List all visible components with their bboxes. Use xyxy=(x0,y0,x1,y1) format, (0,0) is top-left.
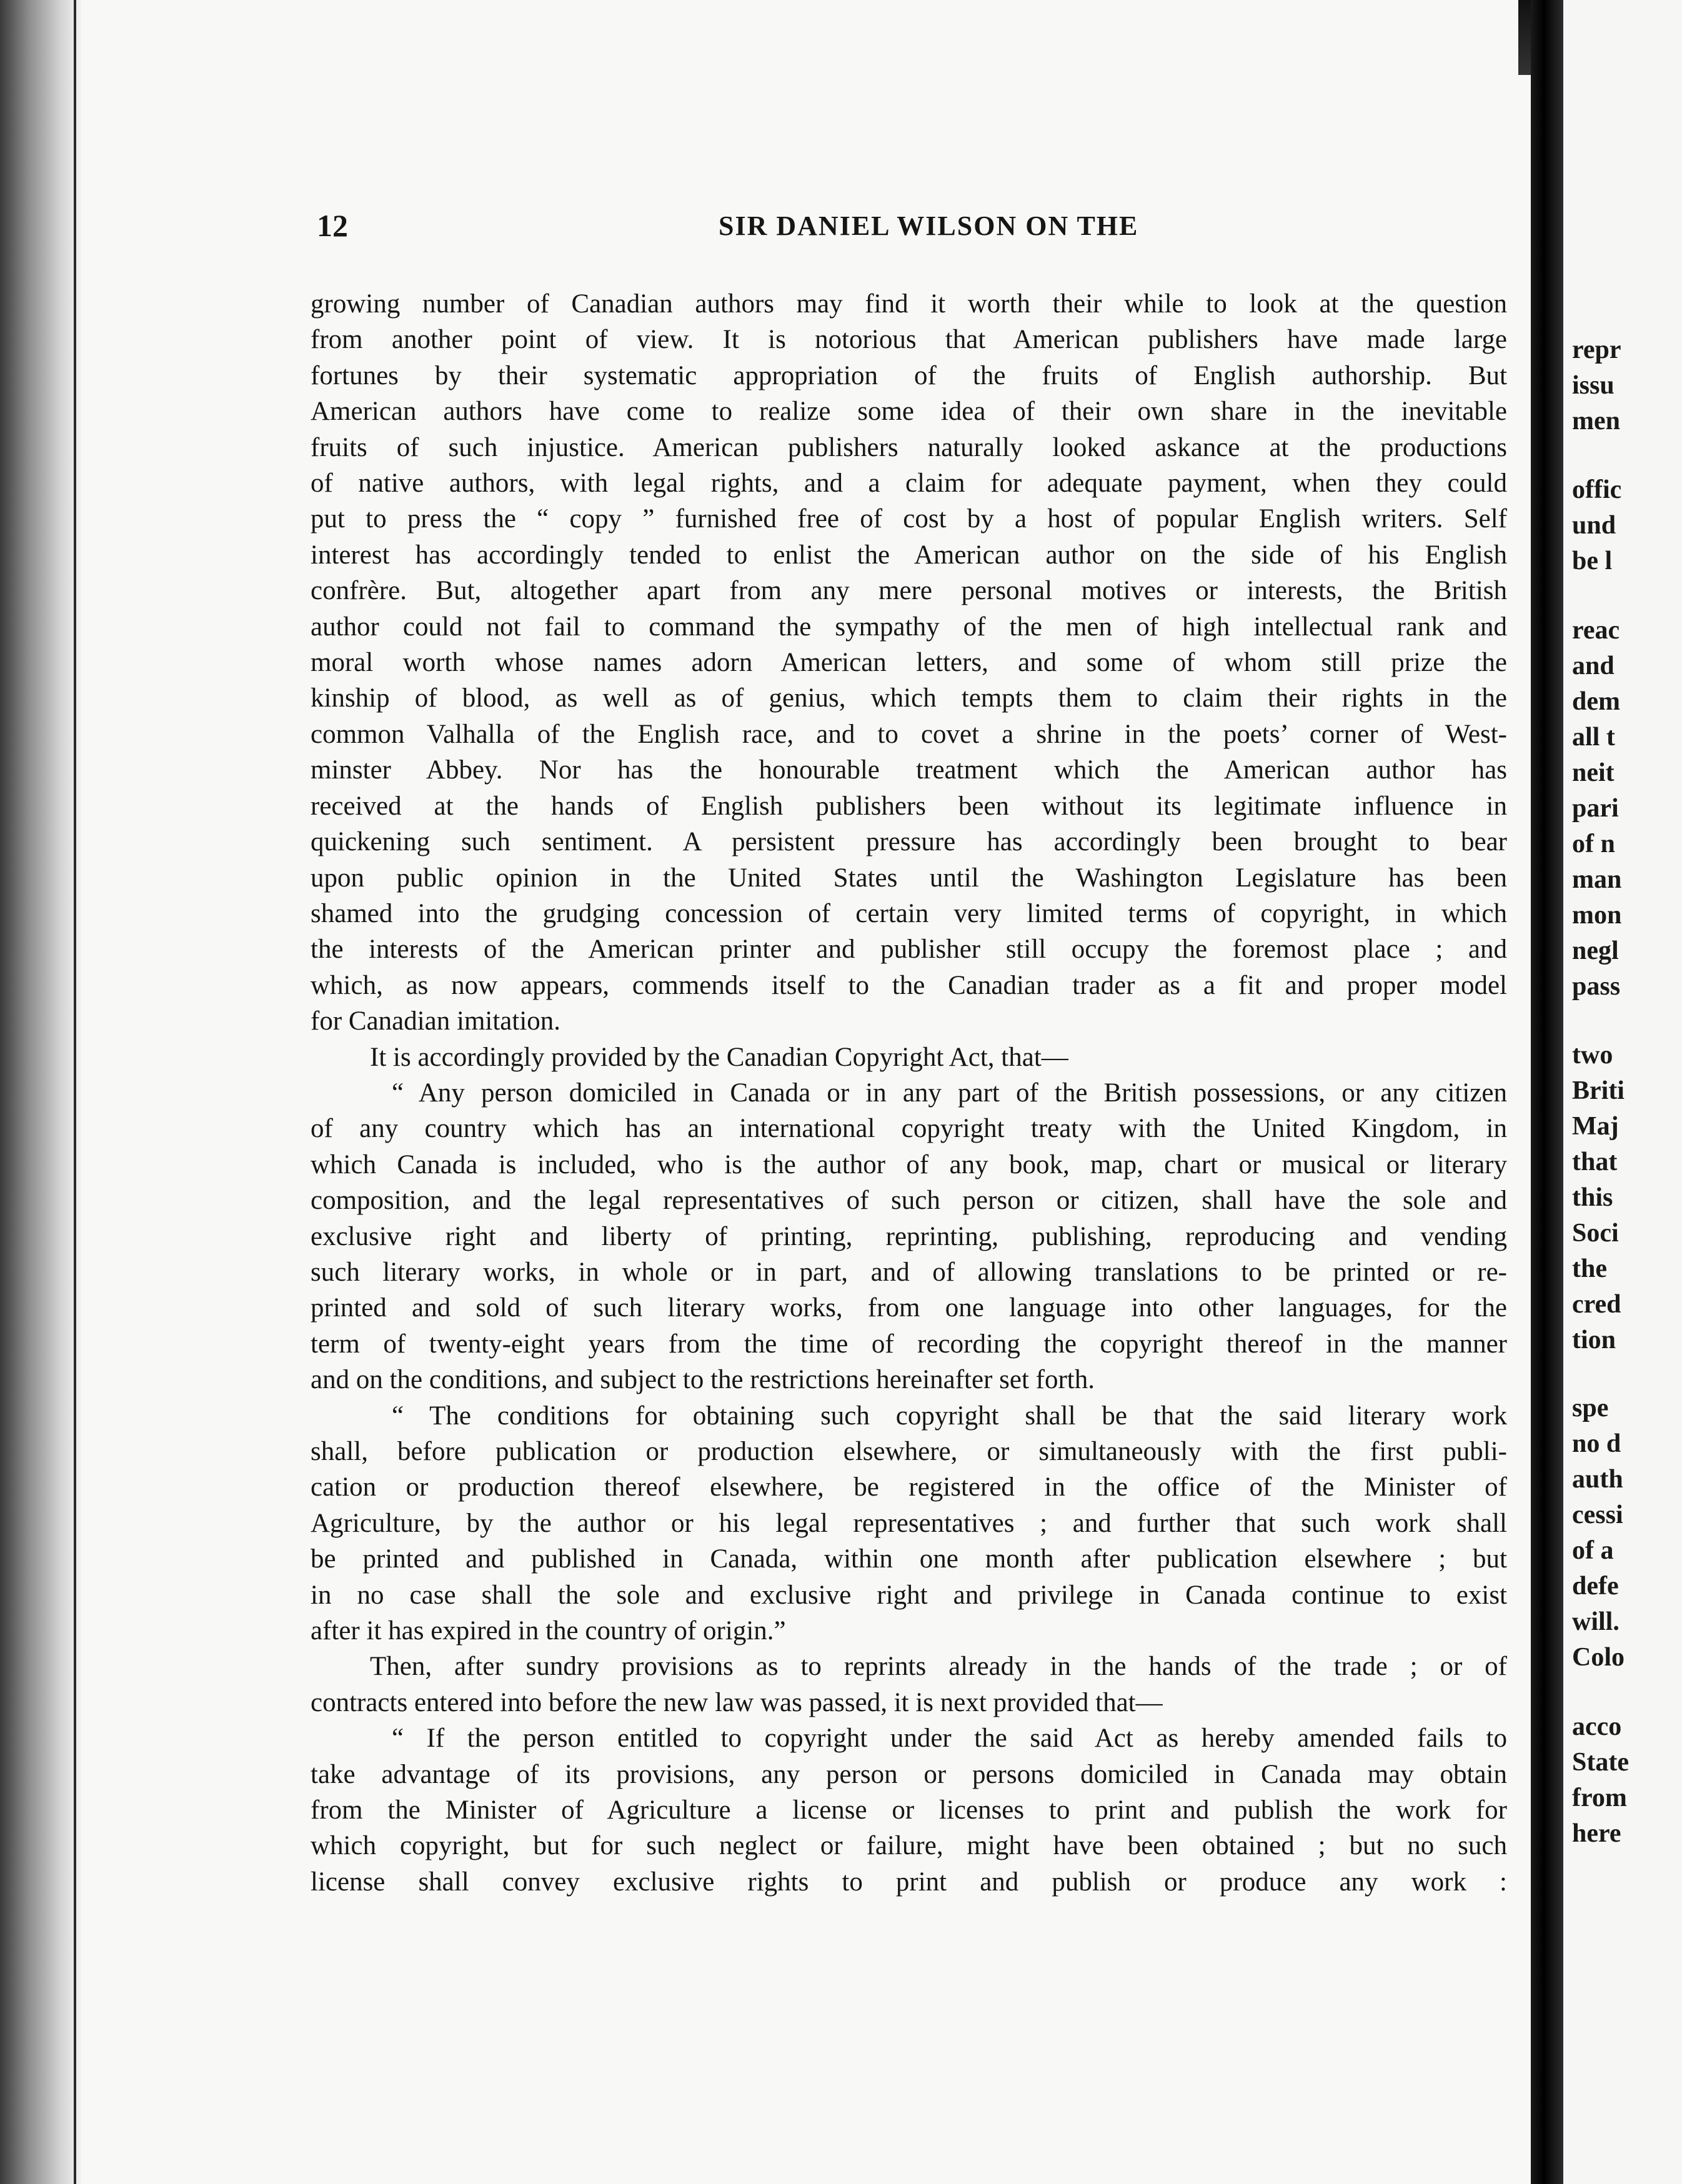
text-line: shamed into the grudging concession of certain very limited terms of copyright, in which xyxy=(311,898,1507,928)
fragment-text: reac xyxy=(1572,616,1620,645)
text-line: license shall convey exclusive rights to print and publish or produce any work : xyxy=(311,1867,1507,1897)
text-line: and on the conditions, and subject to the restrictions hereinafter set forth. xyxy=(311,1365,1095,1395)
fragment-text: repr xyxy=(1572,335,1621,364)
fragment-text: und xyxy=(1572,511,1616,540)
book-gutter xyxy=(1531,0,1563,2184)
text-line: term of twenty-eight years from the time of recording the copyright thereof in the manner xyxy=(311,1329,1507,1359)
text-line: Agriculture, by the author or his legal representatives ; and further that such work shall xyxy=(311,1508,1507,1538)
fragment-text: and xyxy=(1572,652,1615,680)
text-line: take advantage of its provisions, any person or persons domiciled in Canada may obtain xyxy=(311,1759,1507,1789)
text-line: be printed and published in Canada, within one month after publication elsewhere ; but xyxy=(311,1544,1507,1574)
fragment-text: all t xyxy=(1572,723,1615,752)
fragment-text: will. xyxy=(1572,1607,1620,1636)
text-line: moral worth whose names adorn American letters, and some of whom still prize the xyxy=(311,648,1507,678)
scan-left-edge xyxy=(0,0,81,2184)
text-line: the interests of the American printer and publisher still occupy the foremost place ; and xyxy=(311,935,1507,965)
fragment-text: this xyxy=(1572,1183,1613,1212)
fragment-text: men xyxy=(1572,407,1620,435)
paragraph-start: It is accordingly provided by the Canadian Copyright Act, that— xyxy=(370,1042,1068,1072)
text-line: in no case shall the sole and exclusive right and privilege in Canada continue to exist xyxy=(311,1580,1507,1610)
page-number: 12 xyxy=(317,208,348,243)
quote-start: “ If the person entitled to copyright under the said Act as hereby amended fails to xyxy=(392,1724,1507,1754)
fragment-text: of a xyxy=(1572,1536,1614,1565)
text-line: such literary works, in whole or in part, and of allowing translations to be printed or re- xyxy=(311,1257,1507,1287)
text-line: interest has accordingly tended to enlist the American author on the side of his English xyxy=(311,540,1507,570)
text-line: minster Abbey. Nor has the honourable treatment which the American author has xyxy=(311,755,1507,785)
text-line: which copyright, but for such neglect or failure, might have been obtained ; but no such xyxy=(311,1831,1507,1861)
text-line: of any country which has an international copyright treaty with the United Kingdom, in xyxy=(311,1114,1507,1144)
text-line: author could not fail to command the sympathy of the men of high intellectual rank and xyxy=(311,612,1507,642)
text-line: from the Minister of Agriculture a license or licenses to print and publish the work for xyxy=(311,1795,1507,1825)
facing-page-fragment xyxy=(1563,0,1682,2184)
fragment-text: negl xyxy=(1572,936,1619,965)
text-line: for Canadian imitation. xyxy=(311,1006,561,1036)
text-line: cation or production thereof elsewhere, be registered in the office of the Minister of xyxy=(311,1472,1507,1502)
fragment-text: the xyxy=(1572,1254,1607,1283)
fragment-text: pass xyxy=(1572,972,1621,1001)
scan-border-line xyxy=(74,0,76,2184)
text-line: growing number of Canadian authors may find it worth their while to look at the question xyxy=(311,289,1507,319)
fragment-text: tion xyxy=(1572,1326,1616,1354)
text-line: kinship of blood, as well as of genius, which tempts them to claim their rights in the xyxy=(311,683,1507,713)
fragment-text: Colo xyxy=(1572,1643,1625,1672)
text-line: which Canada is included, who is the author of any book, map, chart or musical or literary xyxy=(311,1149,1507,1179)
fragment-text: pari xyxy=(1572,794,1619,823)
fragment-text: two xyxy=(1572,1041,1613,1070)
fragment-text: Soci xyxy=(1572,1219,1619,1248)
text-line: received at the hands of English publishers been without its legitimate influence in xyxy=(311,791,1507,821)
text-line: common Valhalla of the English race, and to covet a shrine in the poets’ corner of West- xyxy=(311,719,1507,749)
fragment-text: acco xyxy=(1572,1712,1622,1741)
body-text xyxy=(311,286,1507,1900)
fragment-text: no d xyxy=(1572,1429,1621,1458)
text-line: contracts entered into before the new law was passed, it is next provided that— xyxy=(311,1687,1163,1717)
text-line: confrère. But, altogether apart from any mere personal motives or interests, the British xyxy=(311,576,1507,606)
fragment-text: be l xyxy=(1572,547,1613,575)
fragment-text: neit xyxy=(1572,758,1615,787)
text-line: put to press the “ copy ” furnished free of cost by a host of popular English writers. Self xyxy=(311,504,1507,534)
text-line: which, as now appears, commends itself to the Canadian trader as a fit and proper model xyxy=(311,970,1507,1000)
fragment-text: offic xyxy=(1572,475,1622,504)
text-line: quickening such sentiment. A persistent pressure has accordingly been brought to bear xyxy=(311,827,1507,857)
quote-start: “ The conditions for obtaining such copyright shall be that the said literary work xyxy=(392,1401,1507,1431)
fragment-text: Briti xyxy=(1572,1076,1625,1105)
quote-start: “ Any person domiciled in Canada or in any part of the British possessions, or any citizen xyxy=(392,1078,1507,1108)
fragment-text: issu xyxy=(1572,371,1615,400)
fragment-text: cred xyxy=(1572,1290,1621,1319)
fragment-text: here xyxy=(1572,1819,1621,1848)
text-line: exclusive right and liberty of printing, reprinting, publishing, reproducing and vending xyxy=(311,1221,1507,1251)
fragment-text: of n xyxy=(1572,830,1615,858)
text-line: fruits of such injustice. American publishers naturally looked askance at the productions xyxy=(311,432,1507,462)
fragment-text: that xyxy=(1572,1148,1618,1176)
fragment-text: State xyxy=(1572,1748,1629,1777)
text-line: composition, and the legal representatives of such person or citizen, shall have the sole and xyxy=(311,1186,1507,1216)
text-line: shall, before publication or production elsewhere, or simultaneously with the first publi- xyxy=(311,1437,1507,1466)
fragment-text: spe xyxy=(1572,1394,1609,1422)
text-line: after it has expired in the country of origin.” xyxy=(311,1616,786,1646)
fragment-text: from xyxy=(1572,1784,1627,1812)
running-head: SIR DANIEL WILSON ON THE xyxy=(719,211,1139,241)
text-line: from another point of view. It is notorious that American publishers have made large xyxy=(311,325,1507,355)
text-line: fortunes by their systematic appropriation of the fruits of English authorship. But xyxy=(311,360,1507,390)
fragment-text: man xyxy=(1572,865,1622,894)
fragment-text: mon xyxy=(1572,901,1622,930)
fragment-text: auth xyxy=(1572,1465,1623,1494)
text-line: printed and sold of such literary works, from one language into other languages, for the xyxy=(311,1293,1507,1323)
fragment-text: cessi xyxy=(1572,1501,1623,1529)
fragment-text: defe xyxy=(1572,1572,1619,1601)
text-line: American authors have come to realize some idea of their own share in the inevitable xyxy=(311,397,1507,427)
fragment-text: Maj xyxy=(1572,1112,1619,1141)
page-header xyxy=(81,207,1531,257)
paragraph-start: Then, after sundry provisions as to reprints already in the hands of the trade ; or of xyxy=(370,1652,1507,1682)
text-line: of native authors, with legal rights, and a claim for adequate payment, when they could xyxy=(311,469,1507,499)
text-line: upon public opinion in the United States until the Washington Legislature has been xyxy=(311,863,1507,893)
book-page xyxy=(81,0,1531,2184)
fragment-text: dem xyxy=(1572,687,1620,716)
